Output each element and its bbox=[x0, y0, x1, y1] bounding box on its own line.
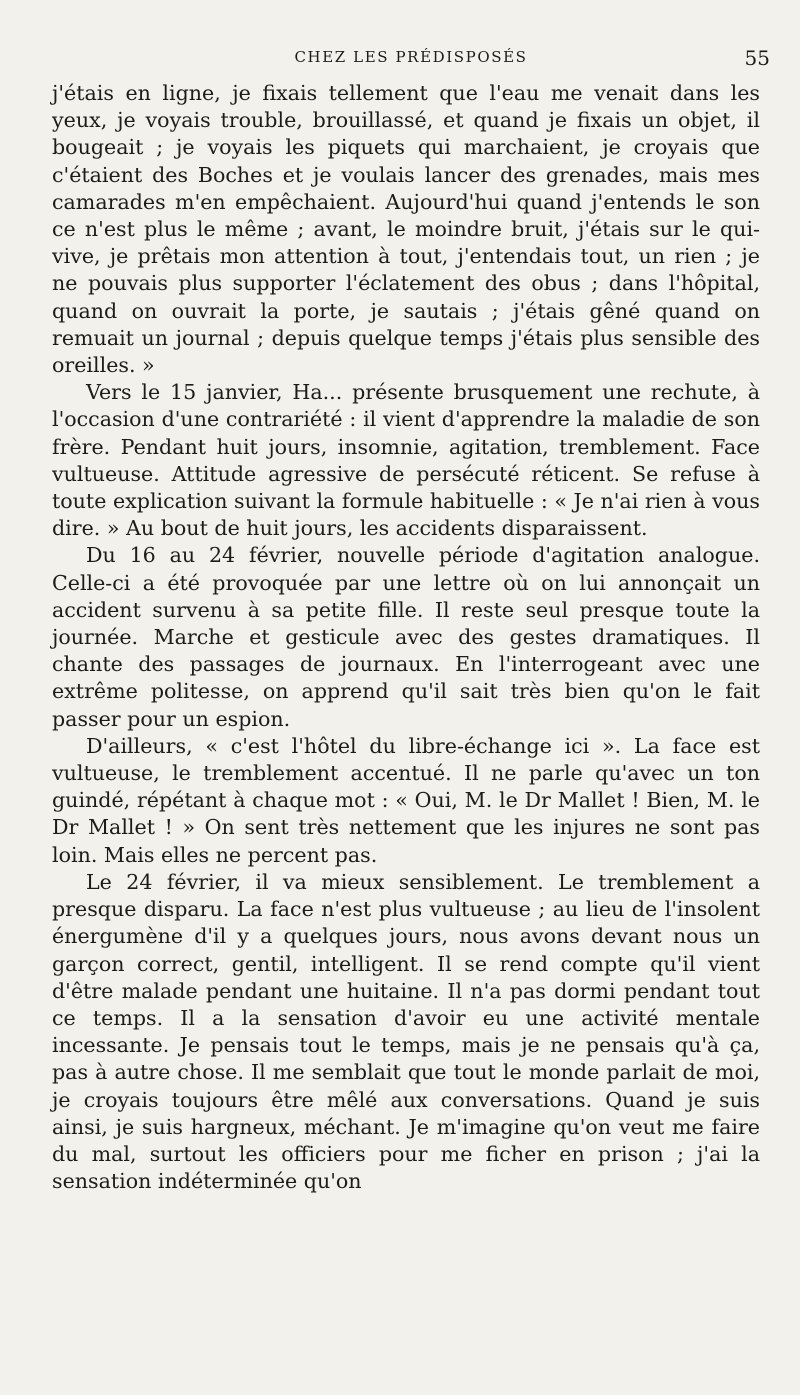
paragraph-3: Du 16 au 24 février, nouvelle période d'agitation analogue. Celle-ci a été provoquée par une lettre où on lui annonçait un accident survenu à sa petite fille. Il reste seul presque toute la journée. Marche et gesticule avec des gestes dramatiques. Il chante des passages de journaux. En l'interrogeant avec une extrême politesse, on apprend qu'il sait très bien qu'on le fait passer pour un espion. bbox=[52, 543, 760, 731]
paragraph-4: D'ailleurs, « c'est l'hôtel du libre-échange ici ». La face est vultueuse, le tremblement accentué. Il ne parle qu'avec un ton guindé, répétant à chaque mot : « Oui, M. le Dr Mallet ! Bien, M. le Dr Mallet ! » On sent très nettement que les injures ne sont pas loin. Mais elles ne percent pas. bbox=[52, 733, 760, 867]
running-title: CHEZ LES PRÉDISPOSÉS bbox=[294, 48, 528, 66]
paragraph-2: Vers le 15 janvier, Ha... présente brusquement une rechute, à l'occasion d'une contrariété : il vient d'apprendre la maladie de son frère. Pendant huit jours, insomnie, agitation, tremblement. Face vultueuse. Attitude agressive de persécuté réticent. Se refuse à toute explication suivant la formule habituelle : « Je n'ai rien à vous dire. » Au bout de huit jours, les accidents disparaissent. bbox=[52, 380, 760, 541]
page-header bbox=[52, 46, 770, 70]
paragraph-1: j'étais en ligne, je fixais tellement que l'eau me venait dans les yeux, je voyais trouble, brouillassé, et quand je fixais un objet, il bougeait ; je voyais les piquets qui marchaient, je croyais que c'étaient des Boches et je voulais lancer des grenades, mais mes camarades m'en empêchaient. Aujourd'hui quand j'entends le son ce n'est plus le même ; avant, le moindre bruit, j'étais sur le qui-vive, je prêtais mon attention à tout, j'entendais tout, un rien ; je ne pouvais plus supporter l'éclatement des obus ; dans l'hôpital, quand on ouvrait la porte, je sautais ; j'étais gêné quand on remuait un journal ; depuis quelque temps j'étais plus sensible des oreilles. » bbox=[52, 81, 760, 378]
body-text bbox=[52, 80, 760, 1195]
page-number: 55 bbox=[744, 46, 770, 70]
paragraph-5: Le 24 février, il va mieux sensiblement. Le tremblement a presque disparu. La face n'est plus vultueuse ; au lieu de l'insolent énergumène d'il y a quelques jours, nous avons devant nous un garçon correct, gentil, intelligent. Il se rend compte qu'il vient d'être malade pendant une huitaine. Il n'a pas dormi pendant tout ce temps. Il a la sensation d'avoir eu une activité mentale incessante. Je pensais tout le temps, mais je ne pensais qu'à ça, pas à autre chose. Il me semblait que tout le monde parlait de moi, je croyais toujours être mêlé aux conversations. Quand je suis ainsi, je suis hargneux, méchant. Je m'imagine qu'on veut me faire du mal, surtout les officiers pour me ficher en prison ; j'ai la sensation indéterminée qu'on bbox=[52, 869, 760, 1194]
